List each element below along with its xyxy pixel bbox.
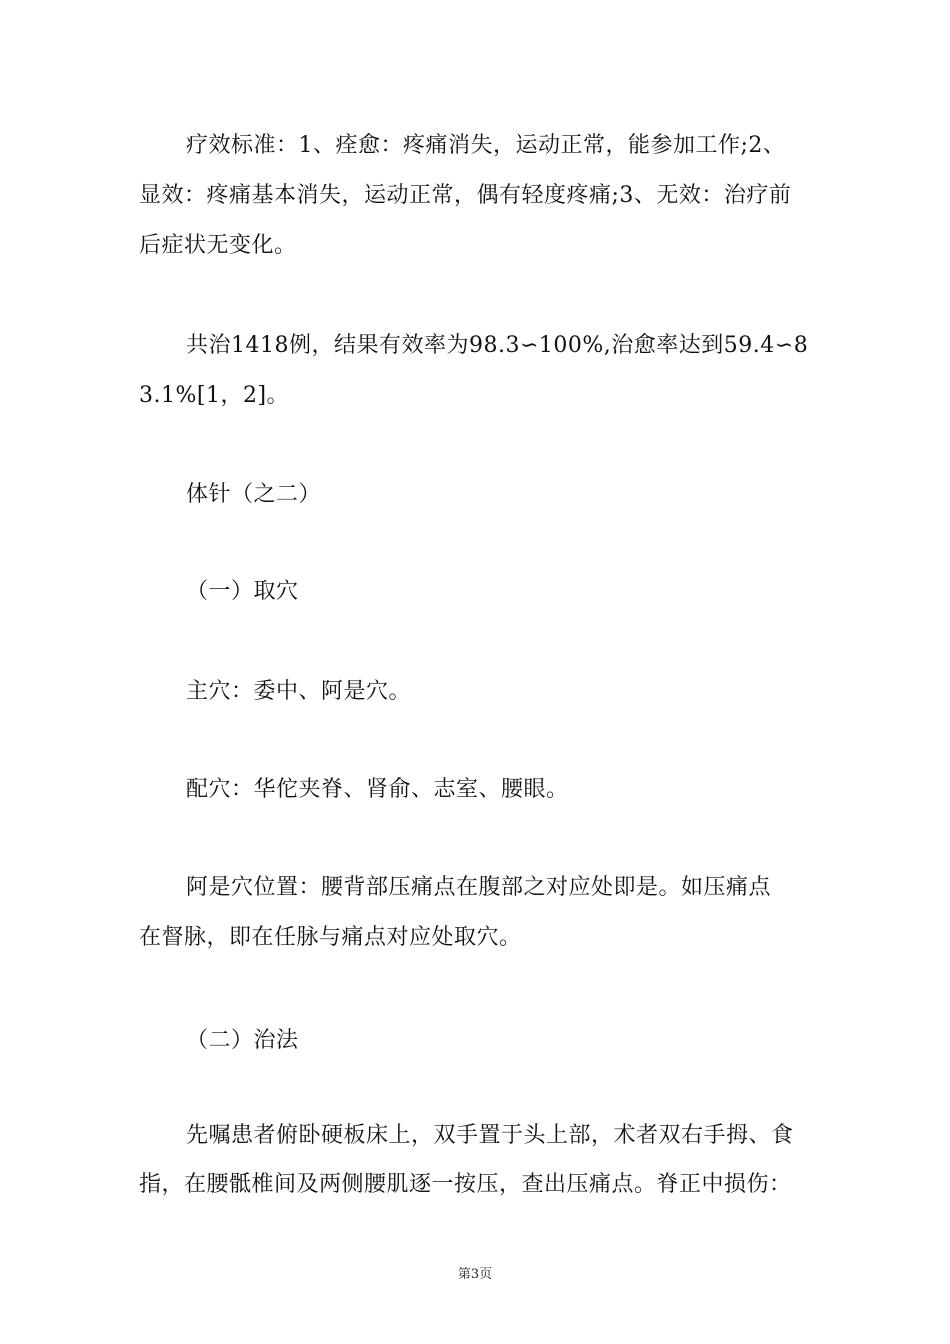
subheading-treatment-method: （二）治法 <box>186 1028 299 1053</box>
subheading-point-selection: （一）取穴 <box>186 579 299 604</box>
section-heading-body-acupuncture: 体针（之二） <box>186 482 322 507</box>
paragraph-ashi-position-line-2: 在督脉，即在任脉与痛点对应处取穴。 <box>139 925 522 950</box>
page-number: 第3页 <box>457 1267 493 1282</box>
paragraph-results-line-2: 3.1%[1，2]。 <box>139 383 290 408</box>
paragraph-results-line-1: 共治1418例，结果有效率为98.3∽100%,治愈率达到59.4∽8 <box>186 333 809 358</box>
paragraph-ashi-position-line-1: 阿是穴位置：腰背部压痛点在腹部之对应处即是。如压痛点 <box>186 875 772 900</box>
paragraph-procedure-line-1: 先嘱患者俯卧硬板床上，双手置于头上部，术者双右手拇、食 <box>186 1123 794 1148</box>
paragraph-efficacy-line-3: 后症状无变化。 <box>139 233 297 258</box>
paragraph-main-points: 主穴：委中、阿是穴。 <box>186 679 412 704</box>
paragraph-secondary-points: 配穴：华佗夹脊、肾俞、志室、腰眼。 <box>186 777 569 802</box>
paragraph-efficacy-line-2: 显效：疼痛基本消失，运动正常，偶有轻度疼痛;3、无效：治疗前 <box>139 183 792 208</box>
paragraph-procedure-line-2: 指，在腰骶椎间及两侧腰肌逐一按压，查出压痛点。脊正中损伤： <box>139 1172 792 1197</box>
paragraph-efficacy-line-1: 疗效标准：1、痊愈：疼痛消失，运动正常，能参加工作;2、 <box>186 133 786 158</box>
